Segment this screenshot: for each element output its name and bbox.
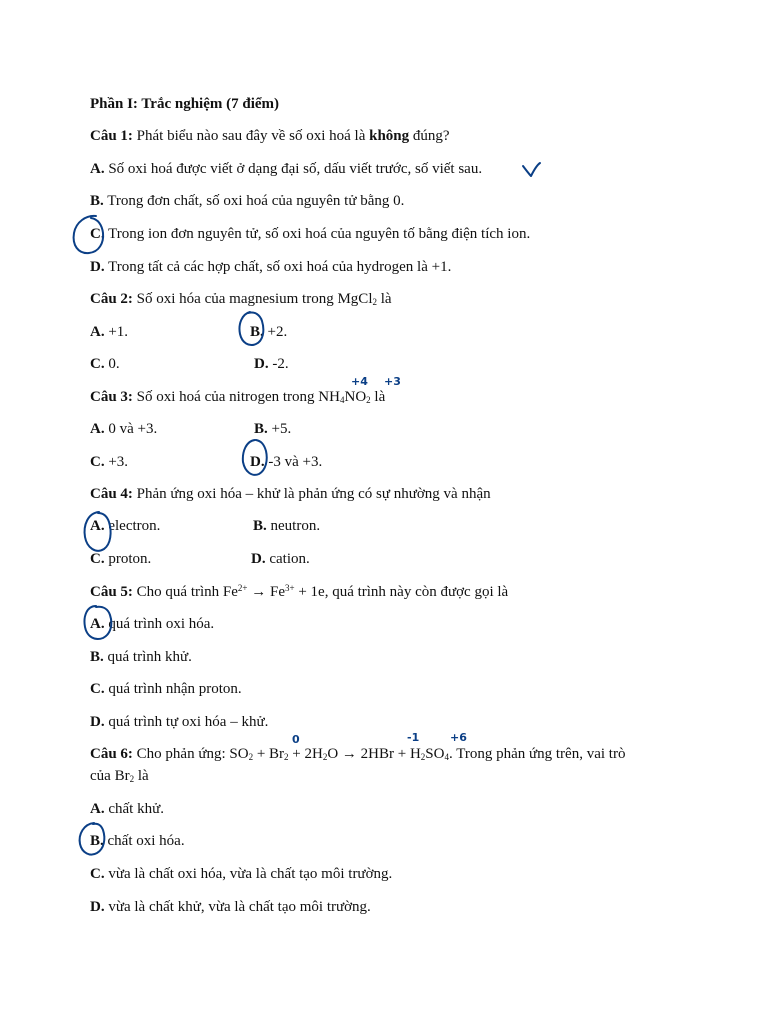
q1-checkmark-icon [523,163,540,176]
q2-option-d: D. -2. [254,356,289,372]
q2-option-a: A. +1. [90,324,129,340]
question-6-label: Câu 6: [90,746,133,762]
q3-n1-annotation: +4 [351,375,368,388]
question-4-stem: Câu 4: Phản ứng oxi hóa – khử là phản ứng có sự nhường và nhận [90,486,491,502]
q5-option-c: C. quá trình nhận proton. [90,681,242,697]
section-title: Phần I: Trắc nghiệm (7 điểm) [90,96,280,112]
question-5-stem: Câu 5: Cho quá trình $Fe^{2+} \to Fe^{3+} + 1e$, quá trình này còn được gọi là [90,583,509,600]
question-4-label: Câu 4: [90,486,133,502]
q6-option-a: A. chất khử. [90,801,164,817]
q6-hbr-annotation: -1 [407,731,420,744]
q3-option-c: C. +3. [90,454,129,470]
question-6-stem-line2: của $Br_2$ là [90,768,149,784]
question-5-label: Câu 5: [90,584,133,600]
q1-option-a: A. Số oxi hoá được viết ở dạng đại số, dấu viết trước, số viết sau. [90,161,483,177]
q4-option-b: B. neutron. [253,518,321,534]
question-2-stem: Câu 2: Số oxi hóa của magnesium trong MgCl$_2$ là [90,291,392,307]
q4-option-a: A. electron. [90,518,161,534]
q2-option-c: C. 0. [90,356,120,372]
q5-option-a: A. quá trình oxi hóa. [90,616,215,632]
q6-br-annotation: 0 [292,733,300,746]
question-2-label: Câu 2: [90,291,133,307]
question-1-stem [90,127,450,145]
q1-option-b: B. Trong đơn chất, số oxi hoá của nguyên tử bằng 0. [90,193,405,209]
q6-option-d: D. vừa là chất khử, vừa là chất tạo môi trường. [90,899,371,915]
q3-option-a: A. 0 và +3. [90,421,158,437]
question-3-stem: Câu 3: Số oxi hoá của nitrogen trong $NH_4NO_2$ là [90,389,386,405]
q4-option-c: C. proton. [90,551,152,567]
q6-option-b: B. chất oxi hóa. [90,833,185,849]
q6-h2so4-annotation: +6 [450,731,467,744]
question-1-emphasis: không [369,128,410,144]
question-3-label: Câu 3: [90,389,133,405]
question-1-text: Phát biểu nào sau đây về số oxi hoá là [136,128,366,144]
q4-option-d: D. cation. [251,551,310,567]
q3-option-b: B. +5. [254,421,292,437]
q3-n2-annotation: +3 [384,375,401,388]
question-6-stem: Câu 6: Cho phản ứng: $SO_2 + Br_2 + 2H_2O \to 2HBr + H_2SO_4$. Trong phản ứng trên, vai trò [90,746,626,762]
q2-option-b: B. +2. [250,324,288,340]
q1-option-d: D. Trong tất cả các hợp chất, số oxi hoá của hydrogen là +1. [90,259,452,275]
q1-option-c: C. Trong ion đơn nguyên tử, số oxi hoá của nguyên tố bằng điện tích ion. [90,226,531,242]
q3-option-d: D. -3 và +3. [250,454,323,470]
q5-option-b: B. quá trình khử. [90,649,192,665]
q5-option-d: D. quá trình tự oxi hóa – khử. [90,714,269,730]
q6-option-c: C. vừa là chất oxi hóa, vừa là chất tạo môi trường. [90,866,393,882]
question-1-label: Câu 1: [90,128,133,144]
question-1-text-end: đúng? [412,128,450,144]
